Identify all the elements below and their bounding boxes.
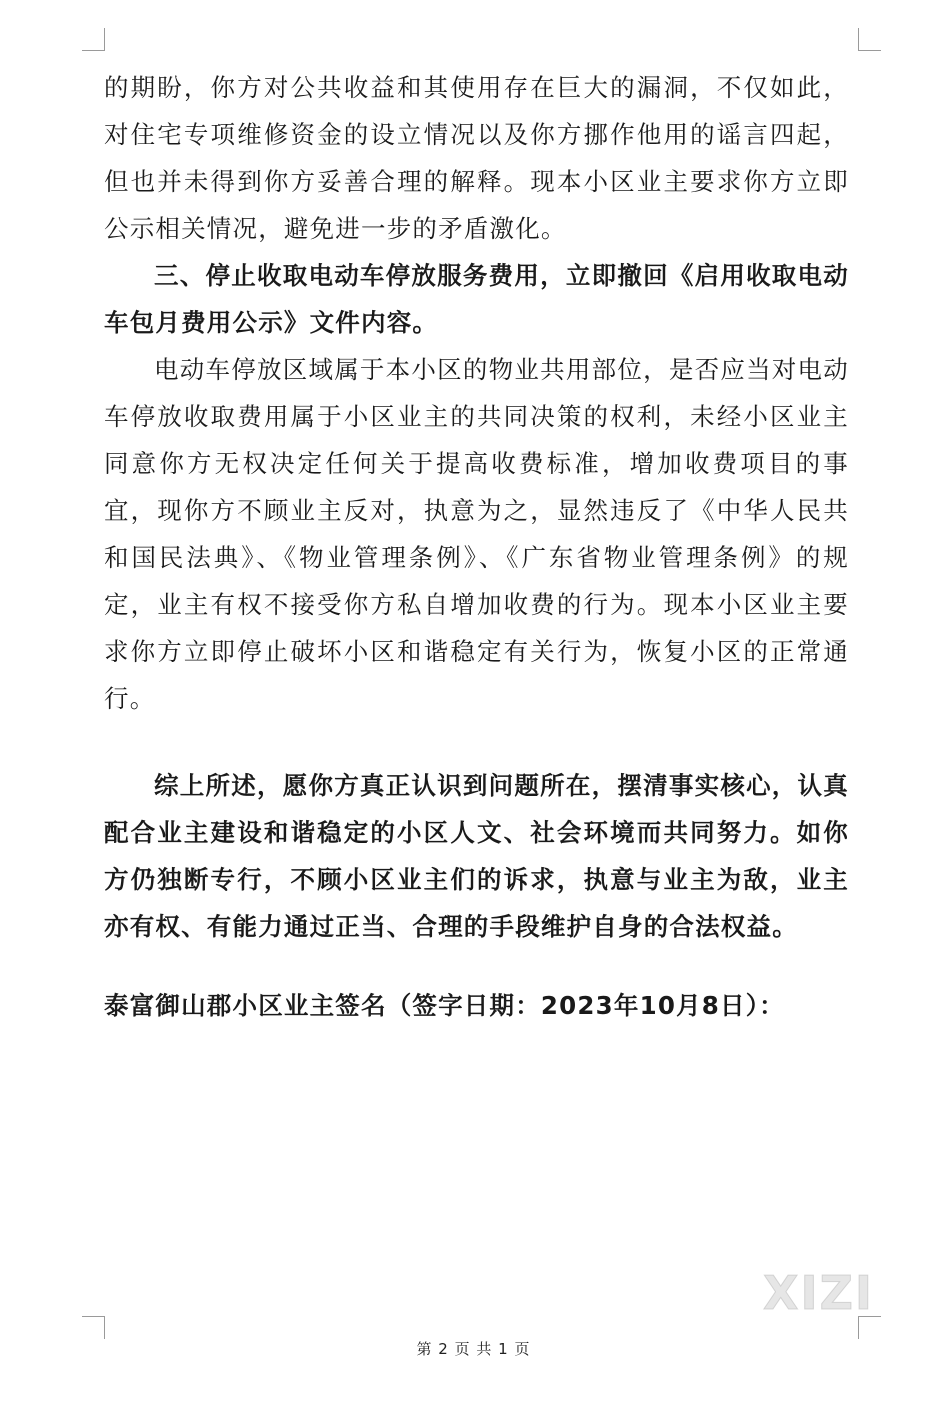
paragraph-continuation: 的期盼，你方对公共收益和其使用存在巨大的漏洞，不仅如此，对住宅专项维修资金的设立情况以及你方挪作他用的谣言四起，但也并未得到你方妥善合理的解释。现本小区业主要求你方立即公示相关情况，避免进一步的矛盾激化。 (104, 73, 849, 243)
page-number-footer: 第 2 页 共 1 页 (416, 1340, 531, 1358)
paragraph-ebike-fees: 电动车停放区域属于本小区的物业共用部位，是否应当对电动车停放收取费用属于小区业主的共同决策的权利，未经小区业主同意你方无权决定任何关于提高收费标准，增加收费项目的事宜，现你方不顾业主反对，执意为之，显然违反了《中华人民共和国民法典》、《物业管理条例》、《广东省物业管理条例》的规定，业主有权不接受你方私自增加收费的行为。现本小区业主要求你方立即停止破坏小区和谐稳定有关行为，恢复小区的正常通行。 (104, 355, 849, 713)
crop-mark-top-right (858, 28, 881, 51)
section-heading-three: 三、停止收取电动车停放服务费用，立即撤回《启用收取电动车包月费用公示》文件内容。 (104, 261, 849, 337)
site-watermark-logo: XIZI (763, 1266, 875, 1320)
document-body (104, 64, 849, 1029)
crop-mark-top-left (82, 28, 105, 51)
crop-mark-bottom-left (82, 1316, 105, 1339)
signature-line: 泰富御山郡小区业主签名（签字日期：2023年10月8日）： (104, 991, 785, 1020)
paragraph-summary: 综上所述，愿你方真正认识到问题所在，摆清事实核心，认真配合业主建设和谐稳定的小区人文、社会环境而共同努力。如你方仍独断专行，不顾小区业主们的诉求，执意与业主为敌，业主亦有权、有能力通过正当、合理的手段维护自身的合法权益。 (104, 771, 849, 941)
